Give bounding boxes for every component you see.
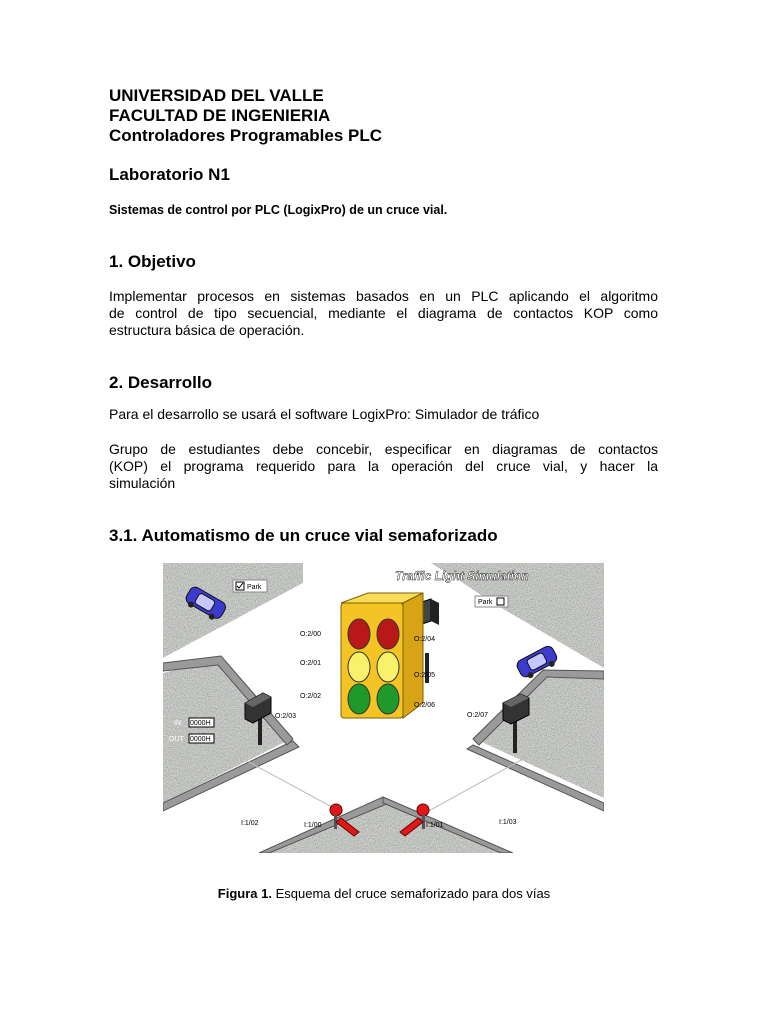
red-light-right (377, 619, 399, 649)
label-o204: O:2/04 (414, 636, 436, 643)
course-name: Controladores Programables PLC (109, 126, 383, 145)
green-light-left (348, 684, 370, 714)
park-checkbox-right[interactable] (497, 598, 504, 605)
lab-title: Laboratorio N1 (109, 165, 230, 184)
label-o200: O:2/00 (300, 631, 322, 638)
section-objetivo-heading: 1. Objetivo (109, 252, 196, 271)
faculty-name: FACULTAD DE INGENIERIA (109, 106, 331, 125)
label-o206: O:2/06 (414, 702, 436, 709)
objetivo-line-3: estructura básica de operación. (109, 322, 305, 338)
red-light-left (348, 619, 370, 649)
yellow-light-left (348, 652, 370, 682)
out-label: OUT (169, 736, 184, 743)
desarrollo-paragraph-1: Para el desarrollo se usará el software LogixPro: Simulador de tráfico (109, 406, 540, 422)
section-desarrollo-heading: 2. Desarrollo (109, 373, 212, 392)
label-o205: O:2/05 (414, 672, 436, 679)
caption-text: Esquema del cruce semaforizado para dos vías (271, 886, 551, 901)
objetivo-line-2: de control de tipo secuencial, mediante el diagrama de contactos KOP como (109, 305, 658, 321)
objetivo-line-1: Implementar procesos en sistemas basados en un PLC aplicando el algoritmo (109, 288, 658, 304)
desarrollo-line-3: simulación (109, 475, 176, 491)
label-i102: I:1/02 (241, 820, 259, 827)
in-label: IN (174, 720, 181, 727)
label-o203: O:2/03 (275, 713, 297, 720)
label-i103: I:1/03 (499, 819, 517, 826)
figure-caption (0, 886, 768, 901)
lab-subtitle: Sistemas de control por PLC (LogixPro) de un cruce vial. (109, 203, 448, 217)
label-o202: O:2/02 (300, 693, 322, 700)
in-value: 0000H (190, 720, 211, 727)
desarrollo-line-1: Grupo de estudiantes debe concebir, especificar en diagramas de contactos (109, 441, 658, 457)
main-traffic-light (341, 593, 423, 718)
desarrollo-line-2: (KOP) el programa requerido para la operación del cruce vial, y hacer la (109, 458, 658, 474)
label-i101: I:1/01 (426, 822, 444, 829)
park-label-left: Park (247, 584, 262, 591)
label-o207: O:2/07 (467, 712, 489, 719)
label-i100: I:1/00 (304, 822, 322, 829)
simulation-title: Traffic Light Simulation (395, 569, 529, 583)
out-value: 0000H (190, 736, 211, 743)
green-light-right (377, 684, 399, 714)
desarrollo-paragraph-2 (109, 441, 658, 492)
university-name: UNIVERSIDAD DEL VALLE (109, 86, 324, 105)
park-label-right: Park (478, 599, 493, 606)
label-o201: O:2/01 (300, 660, 322, 667)
yellow-light-right (377, 652, 399, 682)
caption-bold: Figura 1. (217, 886, 272, 901)
traffic-simulation-figure (163, 563, 604, 853)
section-automatismo-heading: 3.1. Automatismo de un cruce vial semaforizado (109, 526, 498, 545)
objetivo-paragraph (109, 288, 658, 339)
